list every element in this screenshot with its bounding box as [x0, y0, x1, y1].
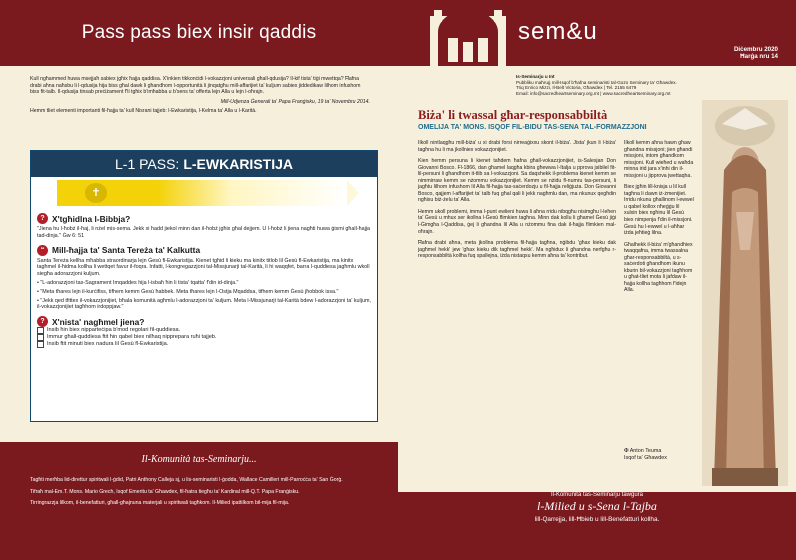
intro-summary: Hemm tliet elementi importanti fil-ħajja ta' kull Nisrani tajjeb: l-Ewkaristija, l-Kelma ta' Alla u l-Karità.: [30, 108, 257, 115]
pass-heading: [31, 151, 377, 177]
article-paragraph: Ilkoll nintlaqgħu mill-biża' u xi drabi forsi nirreaġixxu skont il-biża'. Jista' jkun li l-biża' tagħna hu li ma jkollniex vokazzjonijiet.: [418, 140, 616, 153]
bible-section: [31, 209, 377, 241]
author-name: ✠ Anton Teuma: [624, 448, 662, 454]
bible-heading-text: X'tgħidlna l-Bibbja?: [52, 213, 131, 224]
question-icon: ?: [37, 213, 48, 224]
author-role: Isqof ta' Għawdex: [624, 455, 667, 461]
contact-line: Triq Enrico Mizzi, Il-Belt Victoria, Għawdex | Tel. 2155 6479: [516, 85, 637, 91]
progress-arrow-row: [31, 177, 377, 209]
news-item: Tifraħ mal-Em.T. Mons. Mario Grech, Isqof Emeritu ta' Għawdex, fil-ħatra tiegħu ta' Kardinal mill-Q.T. Papa Franġisku.: [30, 488, 300, 495]
teresa-bullet-text: "L-adorazzjoni tas-Sagrament Imqaddes hija l-isbaħ ħin li tista' tqatta' f'din id-dinja.": [40, 279, 239, 286]
teresa-section: [31, 241, 377, 313]
contact-block: [516, 74, 752, 96]
pass-name: L-EWKARISTIJA: [183, 156, 293, 172]
intro-paragraph: Kull ngħammed huwa msejjaħ sabiex jgħix ħajja qaddisa. X'inkien tikkonċidi l-vokazzjoni universali għall-qdusija? Il-kif tista' tiġi mwettqa? Ħafna drabi aħna naħsbu li l-qdusija hija biss għal dawk li għandhom l-opportunità li jinqatgħu mill-affarijiet ta' kuljum sabiex jiddedikaw lilhom infushom biss fit-talb. Il-qdusija tinsab preċiżament f'li tgħix b'imħabba u b'sens ta' offerta lejn Alla u lejn l-oħrajn.: [30, 76, 361, 96]
intro-text: [30, 76, 370, 118]
article-paragraph: Hemm ukoll problemi, imma l-punt ewlieni huwa li aħna rridu nibqgħu nisimgħu l-leħen ta' Ġesù u mhux ser ikollna l-Ġesù flimkien tagħna. Minn dak kollu li għamel Ġesù jiġi l-Ġimgħa l-Qaddisa, ġej li għandna lil Alla u nżommu fina dak il-ħajja flimkien mal-oħrajn.: [418, 208, 616, 235]
teresa-heading: [37, 245, 371, 256]
article-paragraph: Għalhekk il-biża' m'għandhiex twaqqafna, imma twassalna għar-responsabbiltà, u s-saċerdoti għandhom ikunu kburin bil-vokazzjoni tagħhom u għat-tliet mota li jafdaw il-ħajja kollha tagħhom f'idejn Alla.: [624, 241, 693, 294]
action-section: [31, 312, 377, 349]
bible-quote: "Jiena hu l-ħobż il-ħaj, li nżel mis-sema. Jekk xi ħadd jiekol minn dan il-ħobż jgħix għal dejjem. U l-ħobż li jiena nagħti huwa ġismi għall-ħajja tad-dinja." Ġw 6: 51: [37, 226, 371, 239]
action-heading-text: X'nista' nagħmel jiena?: [52, 316, 145, 327]
teresa-text: Santa Tereża kellha mħabba straordinarja lejn Ġesù fl-Ewkaristija. Kienet tgħid li kieku ma kinitx titlob lil Ġesù fl-Ewkaristija, ma kinitx tagħmel il-ħidma kollha li wettqet favur il-foqra. Infatti, l-kongregazzjoni tal-Missjunarji tal-Karità, li hi waqqfet, barra l-quddiesa jagħmlu wkoll siegħa adorazzjoni kuljum.: [37, 257, 370, 278]
checklist-text: Insib ftit minuti biex nadura lil Ġesù fl-Ewkaristija.: [47, 341, 169, 348]
intro-citation: Mill-Udjenza Ġenerali ta' Papa Franġisku, 19 ta' Novembru 2014.: [220, 98, 370, 105]
action-heading: [37, 316, 371, 327]
checkbox[interactable]: [37, 341, 44, 348]
checklist-item: [37, 327, 371, 334]
left-page-title: Pass pass biex insir qaddis: [81, 22, 317, 43]
contact-heading: Is-Seminarju u Int: [516, 74, 555, 79]
madonna-statue-image: [702, 100, 788, 486]
greeting-line-3: lill-Qarrejja, lill-Ħbieb u lill-Benefatturi kollha.: [534, 516, 660, 523]
komunita-title: Il-Komunità tas-Seminarju...: [141, 454, 257, 465]
issue-info: [734, 46, 778, 60]
checklist-item: [37, 341, 371, 348]
brand-name: sem&u: [518, 18, 598, 45]
teresa-bullet-text: "Jekk qed tfittex il-vokazzjonijiet, bħala komunità agħmlu l-adorazzjoni ta' kuljum. Meta l-Missjunarji tal-Karità bdew l-adorazzjoni ta' kuljum, il-vokazzjonijiet tagħhom irdoppjaw.": [37, 297, 371, 311]
komunita-news: [30, 477, 374, 512]
seminary-building-logo: [426, 8, 510, 66]
checkbox[interactable]: [37, 334, 44, 341]
chalice-icon: ✝: [85, 183, 107, 203]
pass-box: [30, 150, 378, 422]
greeting-line-1: Il-Komunità tas-Seminarju tawgura: [550, 492, 644, 498]
quote-icon: “: [37, 245, 48, 256]
checklist-text: Immur għall-quddiesa ftit ħin qabel biex nilħaq nipprepara ruħi tajjeb.: [47, 334, 217, 341]
teresa-heading-text: Mill-ħajja ta' Santa Tereża ta' Kalkutta: [52, 245, 201, 256]
article-author: [624, 448, 667, 462]
issue-number: Ħarġa nru 14: [740, 53, 778, 60]
news-item: Tagħti merħba lid-direttur spiritwali l-ġdid, Patri Anthony Calleja sj, u lis-seminaristi l-ġodda, Wallace Camilleri mill-Parroċċa ta' San Ġorġ.: [30, 477, 343, 483]
news-item: Tirringrazzja lilkom, il-benefatturi, għall-għajnuna materjali u spiritwali tagħkom. Il-Milied ipattilkom bil-mija fil-mija.: [30, 500, 290, 507]
article-paragraph: Ħafna drabi aħna, meta jkollna problema fil-ħajja tagħna, nġibdu 'għax kieku dak jagħmel hekk' jew 'għax kieku dik tagħmel hekk'. Ma ngħidux li għandna nerfgħu r-responsabbiltà kollha fuq spallejna, iżda nistaqsu kemm aħna ta' kontribut.: [418, 240, 616, 260]
teresa-bullet-text: "Meta tħares lejn il-kurċifiss, tifhem kemm Ġesù ħabbek. Meta tħares lejn l-Ostja Mqaddsa, tifhem kemm Ġesù jħobbok issa.": [40, 288, 339, 295]
article-column-1: [418, 140, 616, 265]
pass-label: L-1 PASS:: [115, 156, 180, 172]
teresa-bullet: • "Jekk qed tfittex il-vokazzjonijiet, bħala komunità agħmlu l-adorazzjoni ta' kuljum. Meta l-Missjunarji tal-Karità bdew l-adorazzjoni ta' kuljum, il-vokazzjonijiet tagħhom irdoppjaw.": [37, 297, 371, 311]
checkbox[interactable]: [37, 327, 44, 334]
question-icon: ?: [37, 316, 48, 327]
article-paragraph: Kien hemm persuna li kienet taħdem ħafna għall-vokazzjonijiet, is-Salesjan Don Giovanni Bosco. Fl-1866, dan għamel laqgħa kbira għewwa l-Italja u pprova jsibilel fit-lil-persuni li għandhom it-tlib sa l-vokazzjoni. Sa daqshekk il-problema kienet kemm se nimmirraw kemm se nżommu vokazzjonijiet. Kemm se nżidu fl-numru tas-persuni, li jagħtu lilhom infushom lil Alla fil-ħajja tas-saċerdozju u fil-ħajja reliġjuża. Don Giovanni Bosco, qajjem l-affarijiet ta' talb fuq għal qali li jekk nagħmlu dan, ma nkunux qegħdin ngħixu biż-żelu ta' Alla.: [418, 158, 616, 204]
issue-date: Diċembru 2020: [733, 46, 778, 53]
teresa-bullet: • "L-adorazzjoni tas-Sagrament Imqaddes hija l-isbaħ ħin li tista' tqatta' f'din id-dinja.": [37, 279, 239, 286]
article-paragraph: Ilkoll kemm aħna hawn għaw għandna missjoni; jien għandi missjoni, intom għandkom missjoni. Kull wieħed u waħda minna irid jara x'inhi din il-missjoni u jipprova jwettaqha.: [624, 140, 694, 179]
bible-heading: [37, 213, 371, 224]
contact-line: Pubbliku maħruġ mill-Isqof b'ħafna seminaristi tal-Gozo Seminary ta' Għawdex.: [516, 79, 677, 85]
christmas-greeting: [398, 492, 796, 523]
article-column-2: [624, 140, 694, 299]
article-subtitle: OMELIJA TA' MONS. ISQOF FIL-BIDU TAS-SENA TAL-FORMAZZJONI: [418, 124, 647, 131]
contact-line: Email: info@sacredheartseminary.org.mt | www.sacredheartseminary.org.mt: [516, 90, 671, 96]
right-page: [398, 0, 796, 560]
greeting-line-2: l-Milied u s-Sena l-Tajba: [537, 499, 657, 513]
teresa-bullet: • "Meta tħares lejn il-kurċifiss, tifhem kemm Ġesù ħabbek. Meta tħares lejn l-Ostja Mqaddsa, tifhem kemm Ġesù jħobbok issa.": [37, 288, 339, 295]
checklist-text: Insib ħin biex nipparteċipa b'mod regolari fil-quddiesa.: [47, 327, 181, 334]
article-paragraph: Biex jgħin lill-knisja u lil kull tagħna li dawn iż-żmenijiet. Irridu nkunu għallinom l-ewwel u qabel kollox nħeġġu lil xulxin biex ngħinu lil Ġesù biex nimpenja f'din il-missjoni. Ġesù hu l-ewwel u l-aħħar iżda jeħtieġ lilna.: [624, 184, 694, 237]
article-title: Biża' li twassal għar-responsabbiltà: [418, 108, 608, 122]
